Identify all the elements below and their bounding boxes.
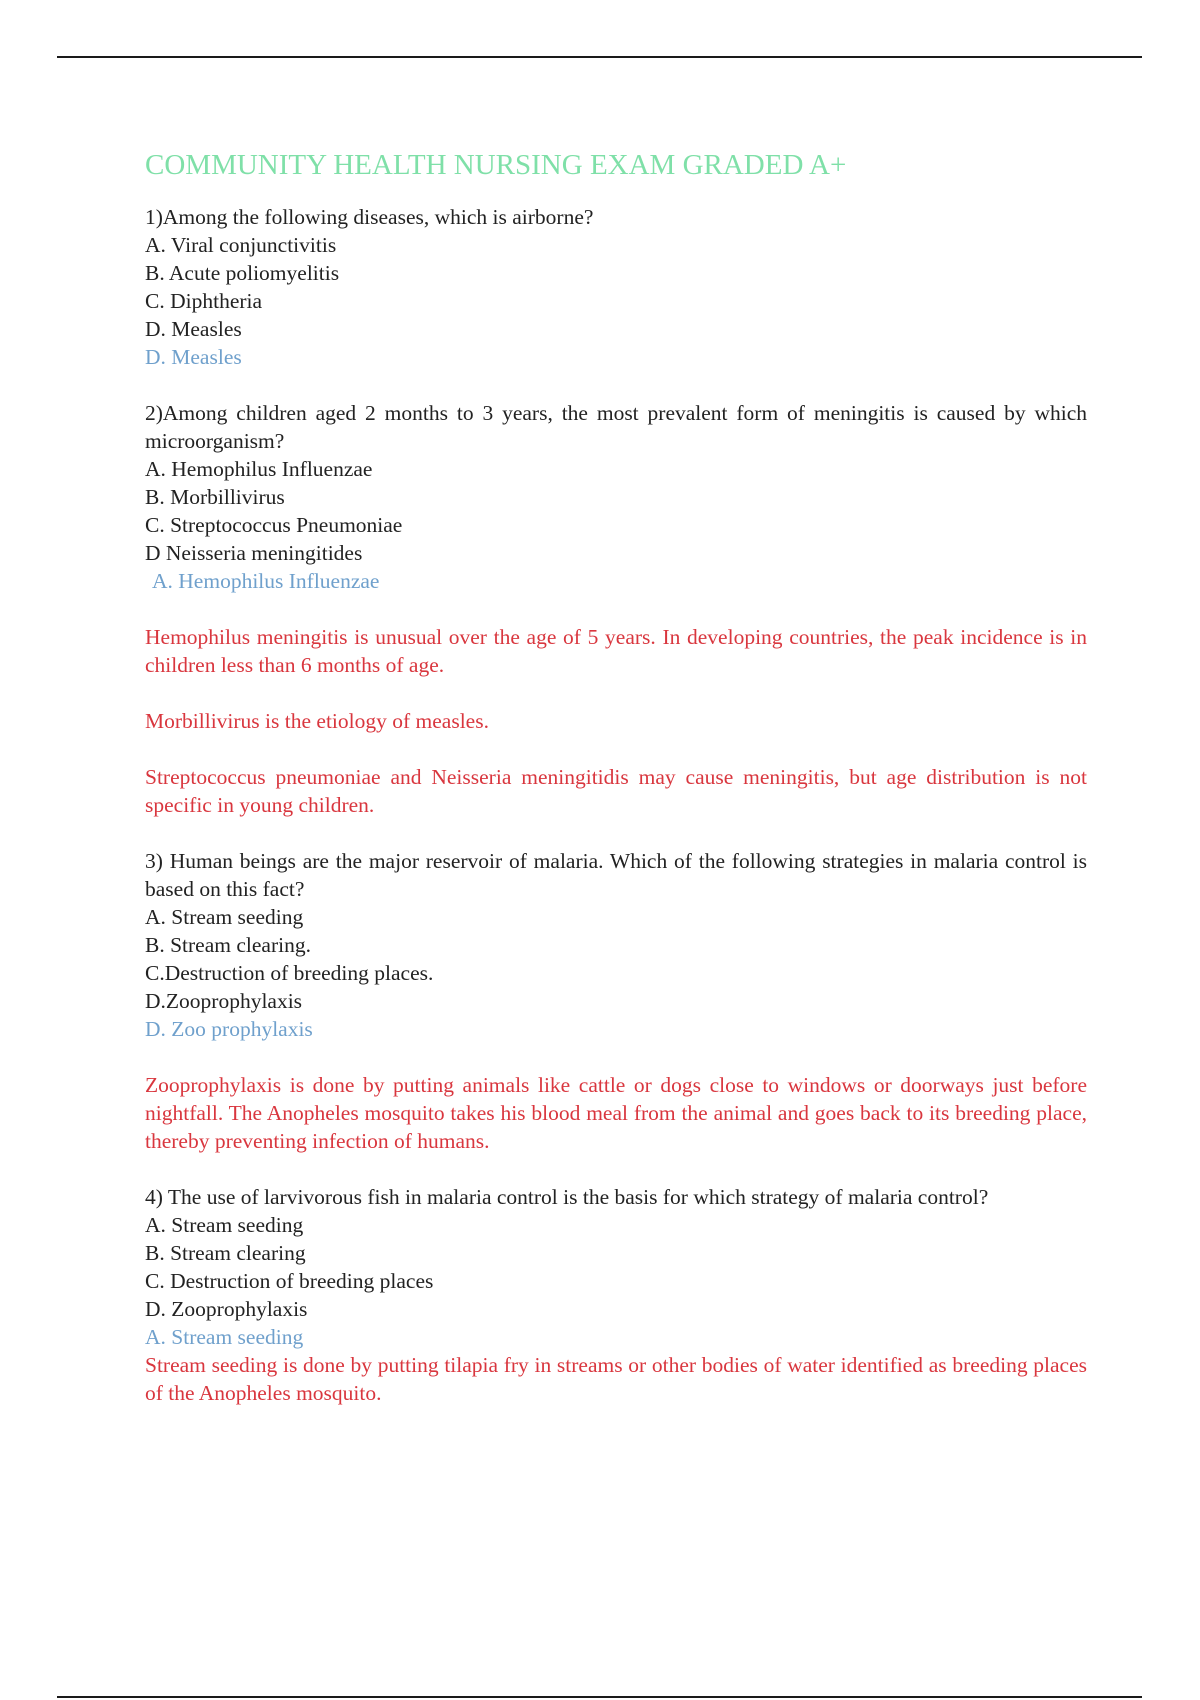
- option-b: B. Stream clearing.: [145, 933, 311, 957]
- correct-answer: A. Hemophilus Influenzae: [152, 569, 380, 593]
- question-1: [145, 203, 1087, 371]
- option-c: C. Destruction of breeding places: [145, 1269, 434, 1293]
- explanation-paragraph: Hemophilus meningitis is unusual over the age of 5 years. In developing countries, the peak incidence is in children less than 6 months of age.: [145, 625, 1087, 677]
- bottom-rule: [57, 1696, 1142, 1698]
- question-text: 2)Among children aged 2 months to 3 years, the most prevalent form of meningitis is caused by which microorganism?: [145, 401, 1087, 453]
- correct-answer: A. Stream seeding: [145, 1325, 304, 1349]
- option-d: D.Zooprophylaxis: [145, 989, 303, 1013]
- option-c: C. Streptococcus Pneumoniae: [145, 513, 403, 537]
- document-body: [145, 145, 1087, 1435]
- option-c: C. Diphtheria: [145, 289, 263, 313]
- correct-answer: D. Measles: [145, 345, 242, 369]
- question-4: [145, 1183, 1087, 1407]
- option-b: B. Stream clearing: [145, 1241, 306, 1265]
- question-text: 3) Human beings are the major reservoir of malaria. Which of the following strategies in malaria control is based on this fact?: [145, 849, 1087, 901]
- option-a: A. Hemophilus Influenzae: [145, 457, 373, 481]
- option-a: A. Stream seeding: [145, 1213, 304, 1237]
- question-3: [145, 847, 1087, 1155]
- question-text: 4) The use of larvivorous fish in malaria control is the basis for which strategy of malaria control?: [145, 1185, 989, 1209]
- option-b: B. Morbillivirus: [145, 485, 285, 509]
- question-text: 1)Among the following diseases, which is airborne?: [145, 205, 594, 229]
- option-d: D Neisseria meningitides: [145, 541, 363, 565]
- question-2: [145, 399, 1087, 819]
- option-b: B. Acute poliomyelitis: [145, 261, 340, 285]
- option-d: D. Zooprophylaxis: [145, 1297, 308, 1321]
- explanation-paragraph: Zooprophylaxis is done by putting animals like cattle or dogs close to windows or doorways just before nightfall. The Anopheles mosquito takes his blood meal from the animal and goes back to its breeding place, thereby preventing infection of humans.: [145, 1073, 1087, 1153]
- option-c: C.Destruction of breeding places.: [145, 961, 434, 985]
- option-a: A. Stream seeding: [145, 905, 304, 929]
- document-title: COMMUNITY HEALTH NURSING EXAM GRADED A+: [145, 149, 847, 181]
- option-a: A. Viral conjunctivitis: [145, 233, 337, 257]
- top-rule: [57, 56, 1142, 58]
- explanation-paragraph: Stream seeding is done by putting tilapia fry in streams or other bodies of water identified as breeding places of the Anopheles mosquito.: [145, 1353, 1087, 1405]
- explanation-paragraph: Morbillivirus is the etiology of measles.: [145, 709, 489, 733]
- option-d: D. Measles: [145, 317, 242, 341]
- explanation-paragraph: Streptococcus pneumoniae and Neisseria meningitidis may cause meningitis, but age distribution is not specific in young children.: [145, 765, 1087, 817]
- correct-answer: D. Zoo prophylaxis: [145, 1017, 313, 1041]
